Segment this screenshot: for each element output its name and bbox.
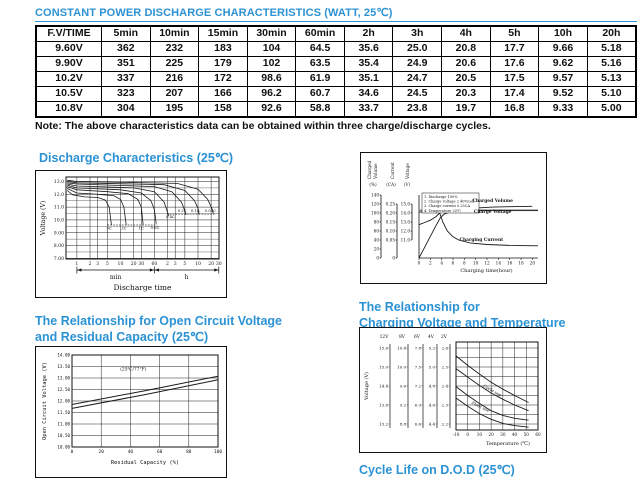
table-note: Note: The above characteristics data can be obtained within three charge/discharge cycles. <box>35 120 491 132</box>
table-header-cell: 10h <box>539 26 588 42</box>
table-cell: 60.7 <box>296 87 345 102</box>
table-cell: 64.5 <box>296 42 345 57</box>
svg-text:60: 60 <box>535 432 541 437</box>
svg-text:0: 0 <box>376 255 379 261</box>
table-cell: 5.10 <box>587 87 636 102</box>
table-row <box>36 42 636 57</box>
svg-text:(CA): (CA) <box>386 182 396 187</box>
svg-text:140: 140 <box>371 192 379 198</box>
open-circuit-voltage-chart <box>35 346 227 478</box>
svg-text:3C: 3C <box>106 225 112 231</box>
svg-text:20: 20 <box>488 432 494 437</box>
table-cell: 183 <box>199 42 248 57</box>
table-cell: 17.5 <box>490 72 539 87</box>
svg-text:0.1C: 0.1C <box>190 207 200 213</box>
svg-text:12.0: 12.0 <box>400 228 410 234</box>
svg-text:12.00: 12.00 <box>57 398 70 404</box>
svg-text:40: 40 <box>373 237 379 243</box>
table-cell: 362 <box>102 42 151 57</box>
svg-text:2. Charge voltage 2.40V/cell: 2. Charge voltage 2.40V/cell <box>424 199 475 204</box>
svg-text:2: 2 <box>166 262 169 267</box>
table-row <box>36 72 636 87</box>
svg-text:4: 4 <box>440 260 444 266</box>
svg-text:11.0: 11.0 <box>53 205 64 211</box>
table-header-cell: 3h <box>393 26 442 42</box>
table-cell: 304 <box>102 102 151 118</box>
charging-characteristics-chart <box>360 152 547 284</box>
svg-text:15.6: 15.6 <box>379 345 388 351</box>
svg-text:2V: 2V <box>441 335 447 340</box>
table-header-cell: 2h <box>344 26 393 42</box>
table-cell: 5.13 <box>587 72 636 87</box>
table-cell: 207 <box>150 87 199 102</box>
svg-text:2.2: 2.2 <box>441 421 448 427</box>
table-header-cell: 5h <box>490 26 539 42</box>
svg-text:14.4: 14.4 <box>379 383 388 389</box>
svg-text:5.2: 5.2 <box>428 345 435 351</box>
svg-text:2C: 2C <box>121 225 127 231</box>
table-cell: 216 <box>150 72 199 87</box>
row-header-cell: 9.90V <box>36 57 102 72</box>
svg-text:Voltage (V): Voltage (V) <box>40 200 47 236</box>
svg-text:Charging time(hour): Charging time(hour) <box>460 268 513 274</box>
svg-text:10.4: 10.4 <box>397 345 406 351</box>
svg-text:13.0: 13.0 <box>53 180 64 186</box>
svg-text:2.5: 2.5 <box>441 364 448 370</box>
svg-text:3. Charge current 0.25CA: 3. Charge current 0.25CA <box>424 204 470 209</box>
svg-text:3: 3 <box>173 262 177 267</box>
svg-text:100: 100 <box>214 450 222 455</box>
svg-text:4.8: 4.8 <box>428 383 435 389</box>
svg-text:0.4C: 0.4C <box>165 214 175 219</box>
svg-text:0.10: 0.10 <box>385 228 395 234</box>
svg-text:100: 100 <box>371 210 379 216</box>
svg-text:12V: 12V <box>379 335 389 340</box>
svg-text:5.0: 5.0 <box>428 364 435 370</box>
svg-text:6: 6 <box>451 260 455 266</box>
svg-text:10: 10 <box>472 260 479 266</box>
svg-text:Open Circuit Voltage (V): Open Circuit Voltage (V) <box>42 362 48 440</box>
svg-text:14: 14 <box>495 260 502 266</box>
svg-text:60: 60 <box>373 228 379 234</box>
svg-text:Temperature (℃): Temperature (℃) <box>486 441 530 447</box>
svg-text:8V: 8V <box>399 335 405 340</box>
svg-text:5: 5 <box>105 262 109 267</box>
svg-text:20: 20 <box>98 450 104 455</box>
svg-text:8.00: 8.00 <box>53 244 64 250</box>
table-cell: 17.7 <box>490 42 539 57</box>
svg-text:1: 1 <box>75 262 79 267</box>
table-cell: 58.8 <box>296 102 345 118</box>
svg-text:13.8: 13.8 <box>379 402 388 408</box>
table-cell: 24.5 <box>393 87 442 102</box>
svg-text:0: 0 <box>466 432 470 437</box>
svg-text:10: 10 <box>117 262 124 267</box>
row-header-cell: 9.60V <box>36 42 102 57</box>
table-cell: 351 <box>102 57 151 72</box>
svg-text:10.0: 10.0 <box>53 218 64 224</box>
svg-text:(25℃/77°F): (25℃/77°F) <box>120 367 147 373</box>
svg-text:20: 20 <box>130 262 137 267</box>
svg-text:6V: 6V <box>414 335 420 340</box>
table-cell: 24.9 <box>393 57 442 72</box>
svg-text:20: 20 <box>373 246 379 252</box>
svg-text:12.50: 12.50 <box>57 387 70 393</box>
svg-text:15.0: 15.0 <box>400 201 410 207</box>
svg-text:14.00: 14.00 <box>57 352 70 358</box>
svg-text:0: 0 <box>70 450 74 455</box>
svg-text:2.3: 2.3 <box>441 402 448 408</box>
svg-text:Charged: Charged <box>367 160 372 179</box>
table-cell: 35.6 <box>344 42 393 57</box>
table-cell: 96.2 <box>247 87 296 102</box>
svg-text:0.05: 0.05 <box>385 237 395 243</box>
table-cell: 166 <box>199 87 248 102</box>
svg-text:Charge Voltage: Charge Voltage <box>473 210 512 215</box>
svg-text:30: 30 <box>500 432 506 437</box>
svg-text:min: min <box>109 274 122 281</box>
table-cell: 17.6 <box>490 57 539 72</box>
table-cell: 179 <box>199 57 248 72</box>
table-header-cell: 60min <box>296 26 345 42</box>
svg-text:Float use: Float use <box>470 400 491 414</box>
svg-text:2.6: 2.6 <box>441 345 448 351</box>
ocv-title-line2: and Residual Capacity (25℃) <box>35 330 209 345</box>
table-cell: 98.6 <box>247 72 296 87</box>
svg-text:13.50: 13.50 <box>57 364 70 370</box>
table-cell: 337 <box>102 72 151 87</box>
svg-text:9.00: 9.00 <box>53 231 64 237</box>
svg-text:18: 18 <box>518 260 524 266</box>
svg-text:Charged Volume: Charged Volume <box>472 199 513 205</box>
svg-text:0.20: 0.20 <box>385 210 395 216</box>
svg-text:60: 60 <box>151 262 158 267</box>
table-cell: 33.7 <box>344 102 393 118</box>
table-cell: 34.6 <box>344 87 393 102</box>
svg-text:11.0: 11.0 <box>400 237 410 243</box>
table-cell: 35.1 <box>344 72 393 87</box>
table-cell: 25.0 <box>393 42 442 57</box>
table-header-cell: F.V/TIME <box>36 26 102 42</box>
svg-text:0.15: 0.15 <box>385 219 395 225</box>
row-header-cell: 10.8V <box>36 102 102 118</box>
svg-text:(V): (V) <box>403 182 411 187</box>
svg-text:0.05C: 0.05C <box>204 207 216 213</box>
svg-text:Voltage (V): Voltage (V) <box>364 371 370 401</box>
table-cell: 323 <box>102 87 151 102</box>
svg-text:4.6: 4.6 <box>428 402 435 408</box>
svg-text:Charging Current: Charging Current <box>459 237 504 243</box>
table-cell: 9.62 <box>539 57 588 72</box>
table-cell: 5.18 <box>587 42 636 57</box>
svg-text:Residual Capacity (%): Residual Capacity (%) <box>110 460 180 466</box>
svg-text:0.6C: 0.6C <box>150 224 160 230</box>
svg-text:20: 20 <box>529 260 536 266</box>
svg-text:20: 20 <box>208 262 215 267</box>
svg-text:Current: Current <box>390 162 395 179</box>
svg-text:7.2: 7.2 <box>414 383 421 389</box>
svg-text:30: 30 <box>138 262 145 267</box>
table-cell: 5.16 <box>587 57 636 72</box>
svg-text:0.2C: 0.2C <box>177 207 187 213</box>
discharge-chart-title: Discharge Characteristics (25℃) <box>39 151 233 165</box>
table-cell: 172 <box>199 72 248 87</box>
table-row <box>36 57 636 72</box>
svg-text:0: 0 <box>392 255 395 261</box>
table-cell: 9.52 <box>539 87 588 102</box>
table-cell: 158 <box>199 102 248 118</box>
table-header-cell: 10min <box>150 26 199 42</box>
svg-text:16: 16 <box>506 260 513 266</box>
constant-power-discharge-table <box>35 25 637 118</box>
svg-text:8: 8 <box>462 260 466 266</box>
table-cell: 17.4 <box>490 87 539 102</box>
svg-text:Voltage: Voltage <box>405 163 410 179</box>
table-cell: 20.6 <box>442 57 491 72</box>
page-title: CONSTANT POWER DISCHARGE CHARACTERISTICS (WATT, 25℃) <box>35 6 637 22</box>
charging-voltage-temperature-chart <box>359 327 547 453</box>
svg-text:4V: 4V <box>428 335 434 340</box>
svg-text:h: h <box>184 274 189 281</box>
svg-text:Discharge time: Discharge time <box>113 283 172 292</box>
table-cell: 9.57 <box>539 72 588 87</box>
svg-text:1C: 1C <box>138 225 144 231</box>
table-cell: 92.6 <box>247 102 296 118</box>
svg-text:13.0: 13.0 <box>400 219 410 225</box>
table-header-cell: 15min <box>199 26 248 42</box>
svg-text:50: 50 <box>523 432 529 437</box>
svg-text:5: 5 <box>183 262 187 267</box>
svg-text:0.25: 0.25 <box>385 201 395 207</box>
ocv-title-line1: The Relationship for Open Circuit Voltage <box>35 314 283 328</box>
svg-text:13.00: 13.00 <box>57 375 70 381</box>
table-cell: 9.33 <box>539 102 588 118</box>
svg-text:10: 10 <box>195 262 201 267</box>
svg-text:10.00: 10.00 <box>57 444 70 450</box>
svg-text:11.50: 11.50 <box>57 410 70 416</box>
table-cell: 23.8 <box>393 102 442 118</box>
table-row <box>36 87 636 102</box>
svg-text:11.00: 11.00 <box>57 421 70 427</box>
table-cell: 19.7 <box>442 102 491 118</box>
table-cell: 16.8 <box>490 102 539 118</box>
temp-title-line2: Charging Voltage and Temperature <box>359 316 566 331</box>
svg-text:12: 12 <box>484 260 490 266</box>
table-cell: 102 <box>247 57 296 72</box>
row-header-cell: 10.2V <box>36 72 102 87</box>
svg-text:80: 80 <box>373 219 379 225</box>
table-header-cell: 30min <box>247 26 296 42</box>
svg-text:Volume: Volume <box>373 163 378 179</box>
svg-text:2: 2 <box>428 260 432 266</box>
ocv-chart-title <box>35 313 282 346</box>
table-cell: 63.5 <box>296 57 345 72</box>
table-cell: 24.7 <box>393 72 442 87</box>
table-cell: 9.66 <box>539 42 588 57</box>
table-cell: 5.00 <box>587 102 636 118</box>
table-header-cell: 4h <box>442 26 491 42</box>
svg-text:10: 10 <box>476 432 483 437</box>
svg-text:2.4: 2.4 <box>441 383 448 389</box>
table-row <box>36 102 636 118</box>
table-cell: 195 <box>150 102 199 118</box>
svg-text:-10: -10 <box>452 432 460 437</box>
svg-text:6.9: 6.9 <box>414 402 421 408</box>
svg-text:Cycle use: Cycle use <box>482 383 503 398</box>
svg-text:4.4: 4.4 <box>428 421 435 427</box>
svg-text:40: 40 <box>511 432 518 437</box>
svg-text:6.6: 6.6 <box>414 421 421 427</box>
svg-text:0: 0 <box>417 260 421 266</box>
table-header-row <box>36 26 636 42</box>
table-cell: 225 <box>150 57 199 72</box>
svg-text:12.0: 12.0 <box>53 192 64 198</box>
svg-text:1. Discharge 100%: 1. Discharge 100% <box>424 195 458 199</box>
svg-text:30: 30 <box>215 262 222 267</box>
svg-text:120: 120 <box>371 201 379 207</box>
table-cell: 20.3 <box>442 87 491 102</box>
svg-text:9.2: 9.2 <box>399 402 406 408</box>
row-header-cell: 10.5V <box>36 87 102 102</box>
svg-text:10.0: 10.0 <box>397 364 406 370</box>
table-cell: 104 <box>247 42 296 57</box>
table-cell: 20.5 <box>442 72 491 87</box>
svg-text:40: 40 <box>127 450 134 455</box>
svg-text:13.2: 13.2 <box>379 421 388 427</box>
table-cell: 232 <box>150 42 199 57</box>
svg-text:14.0: 14.0 <box>400 210 410 216</box>
svg-text:8.8: 8.8 <box>399 421 406 427</box>
svg-text:60: 60 <box>156 450 163 455</box>
svg-text:4. Temperature 25℃: 4. Temperature 25℃ <box>424 208 461 213</box>
svg-text:7.00: 7.00 <box>53 256 64 262</box>
svg-text:(%): (%) <box>369 182 377 187</box>
table-cell: 61.9 <box>296 72 345 87</box>
table-cell: 35.4 <box>344 57 393 72</box>
svg-text:9.6: 9.6 <box>399 383 406 389</box>
table-cell: 20.8 <box>442 42 491 57</box>
table-header-cell: 20h <box>587 26 636 42</box>
svg-text:80: 80 <box>186 450 192 455</box>
svg-text:7.8: 7.8 <box>414 345 421 351</box>
svg-text:15.0: 15.0 <box>379 364 388 370</box>
svg-text:7.5: 7.5 <box>414 364 421 370</box>
cycle-life-title: Cycle Life on D.O.D (25℃) <box>359 463 515 477</box>
svg-text:10.50: 10.50 <box>57 433 70 439</box>
svg-text:3: 3 <box>96 262 100 267</box>
discharge-characteristics-chart <box>35 170 227 298</box>
svg-text:2: 2 <box>88 262 92 267</box>
temp-title-line1: The Relationship for <box>359 300 480 314</box>
table-header-cell: 5min <box>102 26 151 42</box>
